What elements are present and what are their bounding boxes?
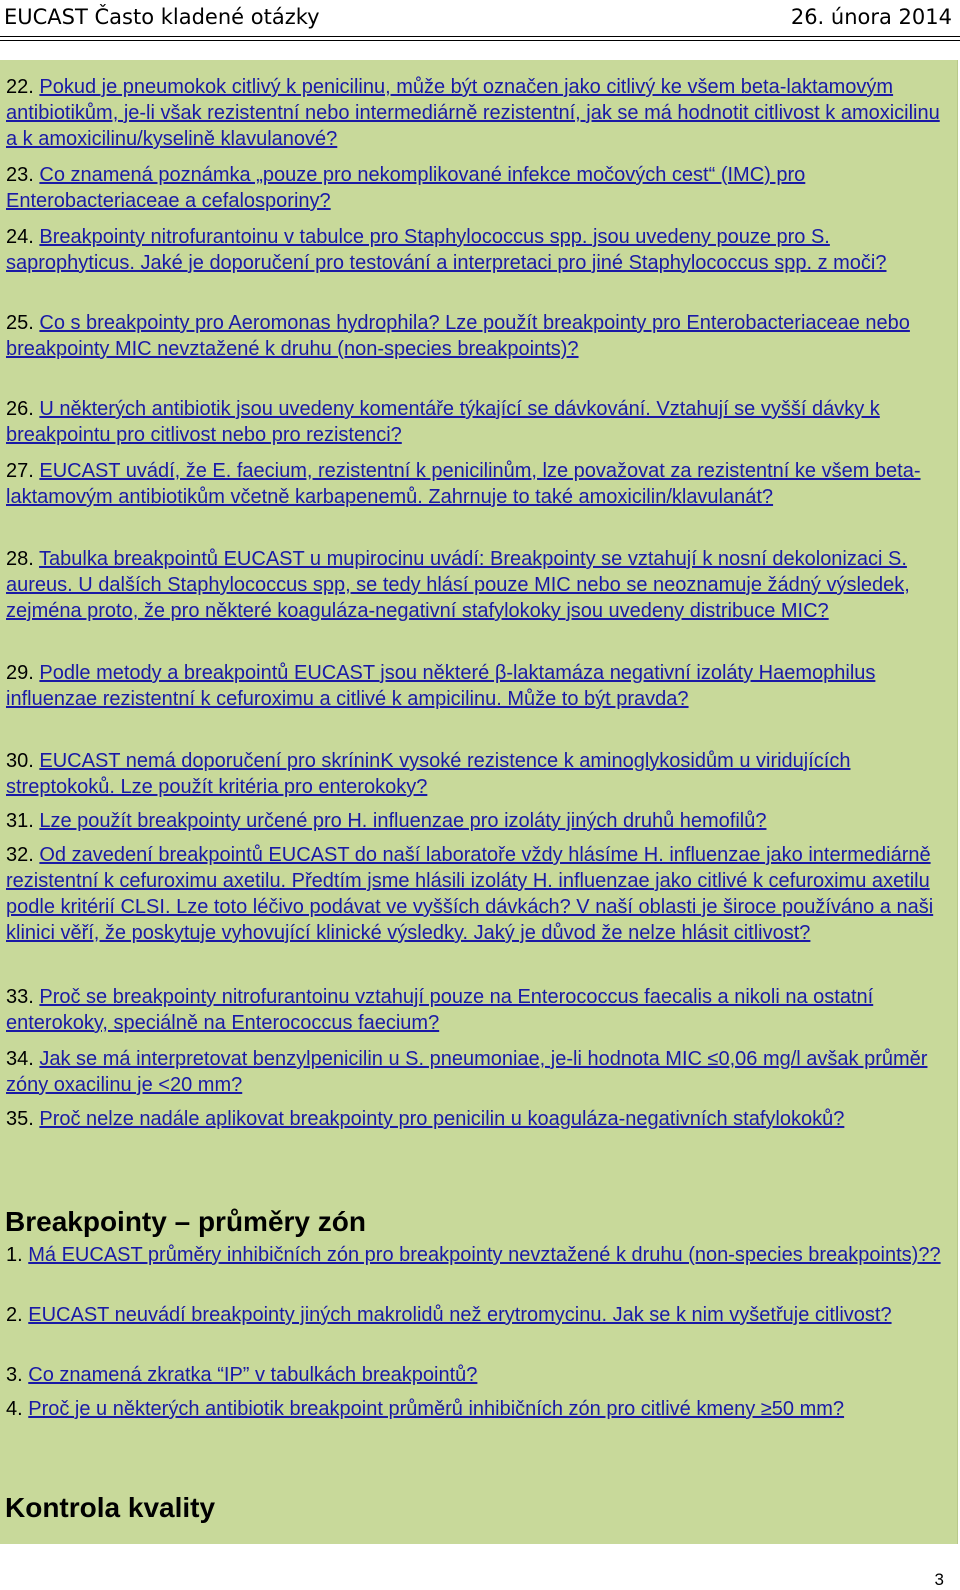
faq-item <box>6 396 941 448</box>
faq-item <box>6 984 941 1036</box>
faq-link[interactable]: Lze použít breakpointy určené pro H. influenzae pro izoláty jiných druhů hemofilů? <box>39 810 767 832</box>
faq-link[interactable]: Co znamená poznámka „pouze pro nekomplikované infekce močových cest“ (IMC) pro Enterobacteriaceae a cefalosporiny? <box>6 164 806 212</box>
zone-faq-item <box>6 1396 941 1422</box>
faq-item <box>6 842 941 946</box>
section-heading-kontrola-kvality: Kontrola kvality <box>5 1492 216 1523</box>
faq-number: 24. <box>6 226 34 248</box>
faq-link[interactable]: Proč je u některých antibiotik breakpoint průměrů inhibičních zón pro citlivé kmeny ≥50 mm? <box>28 1398 845 1420</box>
faq-number: 2. <box>6 1304 23 1326</box>
faq-number: 33. <box>6 986 34 1008</box>
faq-link[interactable]: EUCAST uvádí, že E. faecium, rezistentní k penicilinům, lze považovat za rezistentní ke všem beta-laktamovým antibiotikům včetně karbapenemů. Zahrnuje to také amoxicilin/klavulanát? <box>6 460 921 508</box>
faq-item <box>6 1106 941 1132</box>
faq-number: 34. <box>6 1048 34 1070</box>
zone-faq-item <box>6 1302 941 1328</box>
faq-number: 30. <box>6 750 34 772</box>
faq-link[interactable]: Co znamená zkratka “IP” v tabulkách breakpointů? <box>28 1364 478 1386</box>
document-date: 26. února 2014 <box>790 5 952 29</box>
faq-item <box>6 162 941 214</box>
faq-link[interactable]: Od zavedení breakpointů EUCAST do naší laboratoře vždy hlásíme H. influenzae jako intermediárně rezistentní k cefuroximu axetilu. Předtím jsme hlásili izoláty H. influenzae jako citlivé k cefuroximu axetilu podle kritérií CLSI. Lze toto léčivo podávat ve vyšších dávkách? V naší oblasti je široce používáno a naši klinici věří, že poskytuje vyhovující klinické výsledky. Jaký je důvod že nelze hlásit citlivost? <box>6 844 934 944</box>
faq-number: 4. <box>6 1398 23 1420</box>
faq-item <box>6 808 941 834</box>
zone-faq-item <box>6 1362 941 1388</box>
faq-item <box>6 1046 941 1098</box>
faq-link[interactable]: Proč se breakpointy nitrofurantoinu vztahují pouze na Enterococcus faecalis a nikoli na ostatní enterokoky, speciálně na Enterococcus faecium? <box>6 986 874 1034</box>
faq-number: 27. <box>6 460 34 482</box>
faq-item <box>6 224 941 276</box>
faq-number: 3. <box>6 1364 23 1386</box>
faq-link[interactable]: Má EUCAST průměry inhibičních zón pro breakpointy nevztažené k druhu (non-species breakpoints)?? <box>28 1244 941 1266</box>
faq-link[interactable]: Pokud je pneumokok citlivý k penicilinu, může být označen jako citlivý ke všem beta-laktamovým antibiotikům, je-li však rezistentní nebo intermediárně rezistentní, jak se má hodnotit citlivost k amoxicilinu a k amoxicilinu/kyselině klavulanové? <box>6 76 940 150</box>
faq-number: 22. <box>6 76 34 98</box>
faq-number: 25. <box>6 312 34 334</box>
faq-link[interactable]: Jak se má interpretovat benzylpenicilin u S. pneumoniae, je-li hodnota MIC ≤0,06 mg/l avšak průměr zóny oxacilinu je <20 mm? <box>6 1048 928 1096</box>
faq-number: 26. <box>6 398 34 420</box>
faq-number: 29. <box>6 662 34 684</box>
faq-link[interactable]: Tabulka breakpointů EUCAST u mupirocinu uvádí: Breakpointy se vztahují k nosní dekolonizaci S. aureus. U dalších Staphylococcus spp, se tedy hlásí pouze MIC nebo se neoznamuje žádný výsledek, zejména proto, že pro některé koaguláza-negativní stafylokoky jsou uvedeny distribuce MIC? <box>6 548 910 622</box>
faq-link[interactable]: U některých antibiotik jsou uvedeny komentáře týkající se dávkování. Vztahují se vyšší dávky k breakpointu pro citlivost nebo pro rezistenci? <box>6 398 880 446</box>
faq-link[interactable]: Breakpointy nitrofurantoinu v tabulce pro Staphylococcus spp. jsou uvedeny pouze pro S. saprophyticus. Jaké je doporučení pro testování a interpretaci pro jiné Staphylococcus spp. z moči? <box>6 226 887 274</box>
faq-item <box>6 74 941 152</box>
faq-link[interactable]: Proč nelze nadále aplikovat breakpointy pro penicilin u koaguláza-negativních stafylokoků? <box>39 1108 845 1130</box>
faq-link[interactable]: EUCAST neuvádí breakpointy jiných makrolidů než erytromycinu. Jak se k nim vyšetřuje citlivost? <box>28 1304 892 1326</box>
faq-number: 1. <box>6 1244 23 1266</box>
faq-number: 32. <box>6 844 34 866</box>
faq-item <box>6 458 941 510</box>
document-title: EUCAST Často kladené otázky <box>4 5 320 29</box>
page-number: 3 <box>934 1570 944 1589</box>
faq-number: 35. <box>6 1108 34 1130</box>
faq-item <box>6 748 941 800</box>
faq-item <box>6 546 941 624</box>
section-heading-breakpointy-zon: Breakpointy – průměry zón <box>5 1206 366 1237</box>
faq-number: 28. <box>6 548 34 570</box>
faq-number: 31. <box>6 810 34 832</box>
faq-item <box>6 310 941 362</box>
faq-link[interactable]: Co s breakpointy pro Aeromonas hydrophila? Lze použít breakpointy pro Enterobacteriaceae nebo breakpointy MIC nevztažené k druhu (non-species breakpoints)? <box>6 312 910 360</box>
page-header <box>0 0 960 34</box>
faq-number: 23. <box>6 164 34 186</box>
header-rule <box>0 36 960 41</box>
faq-item <box>6 660 941 712</box>
faq-content-area <box>0 60 958 1544</box>
faq-link[interactable]: EUCAST nemá doporučení pro skríninK vysoké rezistence k aminoglykosidům u viridujících streptokoků. Lze použít kritéria pro enterokoky? <box>6 750 851 798</box>
zone-faq-item <box>6 1242 941 1268</box>
faq-link[interactable]: Podle metody a breakpointů EUCAST jsou některé β-laktamáza negativní izoláty Haemophilus influenzae rezistentní k cefuroximu a citlivé k ampicilinu. Může to být pravda? <box>6 662 876 710</box>
